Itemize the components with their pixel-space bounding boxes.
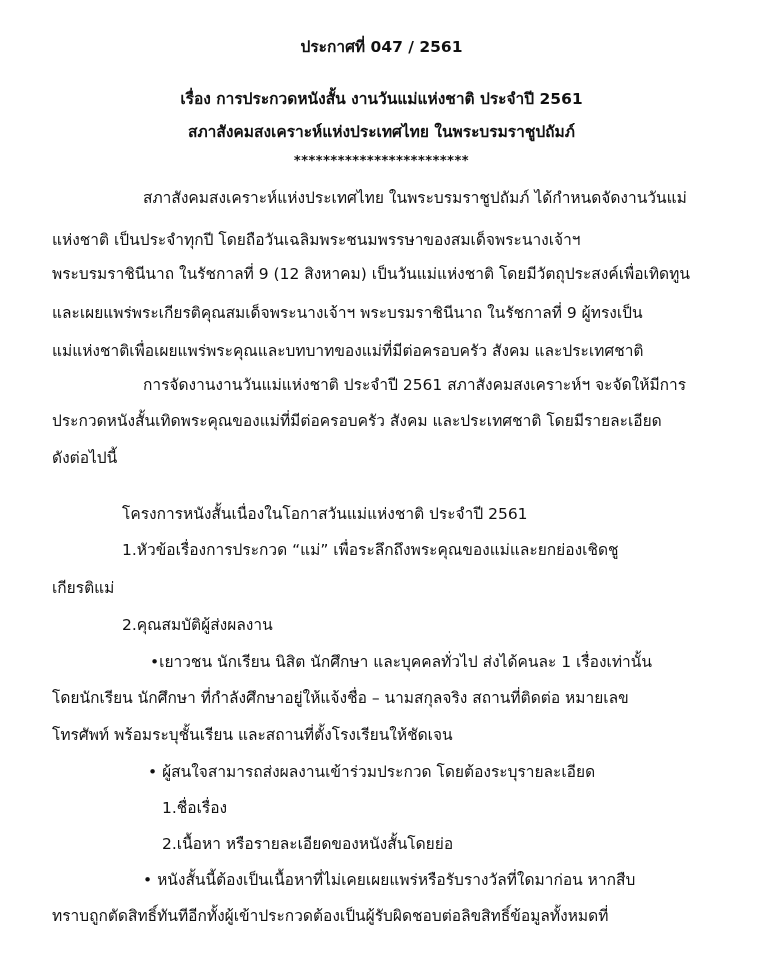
paragraph1-line1: สภาสังคมสงเคราะห์แห่งประเทศไทย ในพระบรมราชูปถัมภ์ ได้กำหนดจัดงานวันแม่ [143, 189, 687, 207]
bullet3-line2: ทราบถูกตัดสิทธิ์ทันทีอีกทั้งผู้เข้าประกวดต้องเป็นผู้รับผิดชอบต่อลิขสิทธิ์ข้อมูลทั้งหมดที่ [52, 907, 609, 925]
paragraph1-line4: และเผยแพร่พระเกียรติคุณสมเด็จพระนางเจ้าฯ พระบรมราชินีนาถ ในรัชกาลที่ 9 ผู้ทรงเป็น [52, 304, 643, 322]
paragraph2-line3: ดังต่อไปนี้ [52, 449, 118, 467]
sub-item-1: 1.ชื่อเรื่อง [162, 799, 228, 817]
project-title: โครงการหนังสั้นเนื่องในโอกาสวันแม่แห่งชาติ ประจำปี 2561 [122, 505, 528, 523]
paragraph1-line3: พระบรมราชินีนาถ ในรัชกาลที่ 9 (12 สิงหาคม) เป็นวันแม่แห่งชาติ โดยมีวัตถุประสงค์เพื่อเทิดทูน [52, 265, 690, 283]
paragraph1-line2: แห่งชาติ เป็นประจำทุกปี โดยถือวันเฉลิมพระชนมพรรษาของสมเด็จพระนางเจ้าฯ [52, 231, 581, 249]
bullet3-line1: • หนังสั้นนี้ต้องเป็นเนื้อหาที่ไม่เคยเผยแพร่หรือรับรางวัลที่ใดมาก่อน หากสืบ [143, 871, 636, 889]
sub-item-2: 2.เนื้อหา หรือรายละเอียดของหนังสั้นโดยย่อ [162, 835, 454, 853]
item1-line2: เกียรติแม่ [52, 579, 115, 597]
subject-line-1: เรื่อง การประกวดหนังสั้น งานวันแม่แห่งชาติ ประจำปี 2561 [180, 90, 583, 108]
bullet1-line1: •เยาวชน นักเรียน นิสิต นักศึกษา และบุคคลทั่วไป ส่งได้คนละ 1 เรื่องเท่านั้น [150, 653, 652, 671]
item1-line1: 1.หัวข้อเรื่องการประกวด “แม่” เพื่อระลึกถึงพระคุณของแม่และยกย่องเชิดชู [122, 541, 619, 559]
paragraph2-line1: การจัดงานงานวันแม่แห่งชาติ ประจำปี 2561 สภาสังคมสงเคราะห์ฯ จะจัดให้มีการ [143, 376, 687, 394]
bullet2-line: • ผู้สนใจสามารถส่งผลงานเข้าร่วมประกวด โดยต้องระบุรายละเอียด [148, 763, 596, 781]
item2-heading: 2.คุณสมบัติผู้ส่งผลงาน [122, 616, 273, 634]
announcement-number: ประกาศที่ 047 / 2561 [300, 38, 463, 56]
paragraph2-line2: ประกวดหนังสั้นเทิดพระคุณของแม่ที่มีต่อครอบครัว สังคม และประเทศชาติ โดยมีรายละเอียด [52, 412, 662, 430]
bullet1-line3: โทรศัพท์ พร้อมระบุชั้นเรียน และสถานที่ตั้งโรงเรียนให้ชัดเจน [52, 726, 453, 744]
bullet1-line2: โดยนักเรียน นักศึกษา ที่กำลังศึกษาอยู่ให้แจ้งชื่อ – นามสกุลจริง สถานที่ติดต่อ หมายเลข [52, 689, 629, 707]
paragraph1-line5: แม่แห่งชาติเพื่อเผยแพร่พระคุณและบทบาทของแม่ที่มีต่อครอบครัว สังคม และประเทศชาติ [52, 342, 644, 360]
separator-stars: ************************ [293, 154, 470, 169]
subject-line-2: สภาสังคมสงเคราะห์แห่งประเทศไทย ในพระบรมราชูปถัมภ์ [188, 123, 575, 141]
